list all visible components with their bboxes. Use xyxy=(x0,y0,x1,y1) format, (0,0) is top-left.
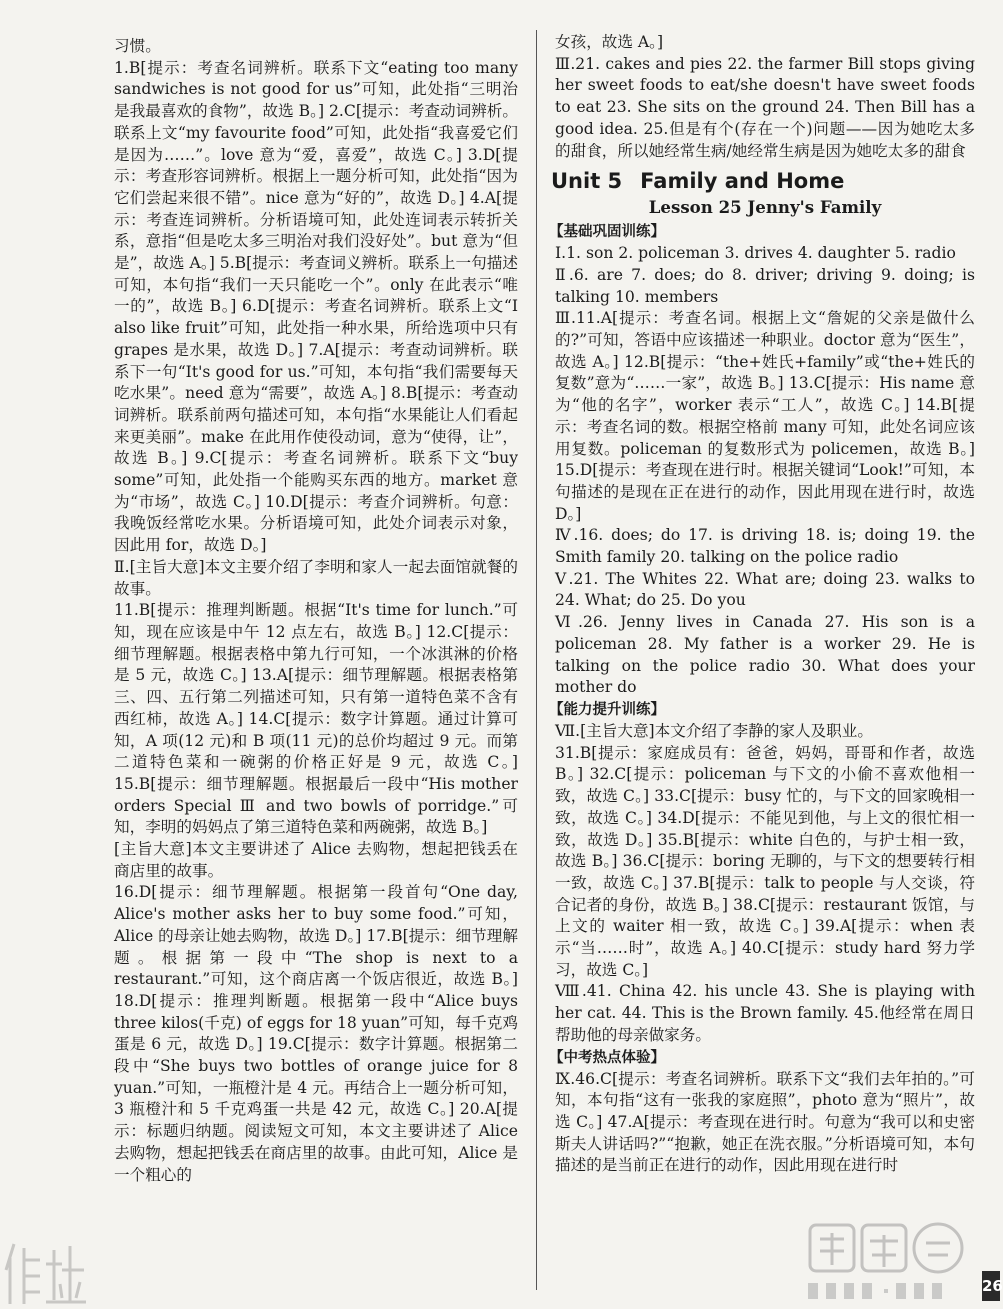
answer-paragraph: 习惯。 xyxy=(114,37,161,55)
answer-paragraph: Ⅴ.21. The Whites 22. What are; doing 23. walks to 24. What; do 25. Do you xyxy=(555,569,975,610)
unit-title xyxy=(551,167,975,195)
watermark-logo-left xyxy=(0,1230,90,1309)
answer-paragraph: 31.B[提示：家庭成员有：爸爸，妈妈，哥哥和作者，故选 B。] 32.C[提示：policeman 与下文的小偷不喜欢他相一致，故选 C。] 33.C[提示：busy 忙的，与下文的回家晚相一致，故选 C。] 34.D[提示：不能见到他，与上文的很忙相一致，故选 D。] 35.B[提示：white 白色的，与护士相一致，故选 B。] 36.C[提示：boring 无聊的，与下文的想要转行相一致，故选 C。] 37.B[提示：talk to people 与人交谈，符合记者的身份，故选 B。] 38.C[提示：restaurant 饭馆，与上文的 waiter 相一致，故选 C。] 39.A[提示：when 表示“当……时”，故选 A。] 40.C[提示：study hard 努力学习，故选 C。] xyxy=(555,743,975,979)
watermark-logo-right xyxy=(800,1215,980,1309)
answer-paragraph: Ⅶ.[主旨大意]本文介绍了李静的家人及职业。 xyxy=(555,721,873,740)
answer-paragraph: 11.B[提示：推理判断题。根据“It's time for lunch.”可知，现在应该是中午 12 点左右，故选 B。] 12.C[提示：细节理解题。根据表格中第九行可知，一个冰淇淋的价格是 5 元，故选 C。] 13.A[提示：细节理解题。根据表格第三、四、五行第二列描述可知，只有第一道特色菜不含有西红柿，故选 A。] 14.C[提示：数字计算题。通过计算可知，A 项(12 元)和 B 项(11 元)的总价均超过 9 元。而第二道特色菜和一碗粥的价格正好是 9 元，故选 C。] 15.B[提示：细节理解题。根据最后一段中“His mother orders Special Ⅲ and two bowls of porridge.”可知，李明的妈妈点了第三道特色菜和两碗粥，故选 B。] xyxy=(114,601,518,837)
answer-paragraph: Ⅸ.46.C[提示：考查名词辨析。联系下文“我们去年拍的。”可知，本句指“这有一张我的家庭照”，photo 意为“照片”，故选 C。] 47.A[提示：考查现在进行时。句意为“我可以和史密斯夫人讲话吗?”“抱歉，她正在洗衣服。”分析语境可知，本句描述的是当前正在进行的动作，因此用现在进行时 xyxy=(555,1069,975,1175)
answer-paragraph: 女孩，故选 A。] xyxy=(555,33,664,51)
answer-paragraph: Ⅱ.6. are 7. does; do 8. driver; driving 9. doing; is talking 10. members xyxy=(555,265,975,306)
right-column xyxy=(549,32,975,1177)
unit-label: Unit 5 xyxy=(551,169,623,194)
section-heading-exam: 【中考热点体验】 xyxy=(549,1049,665,1066)
left-column xyxy=(114,36,518,1186)
answer-paragraph: [主旨大意]本文主要讲述了 Alice 去购物，想起把钱丢在商店里的故事。 xyxy=(114,840,518,880)
answer-paragraph: Ⅵ.26. Jenny lives in Canada 27. His son is a policeman 28. My father is a worker 29. He is talking on the police radio 30. What does your mother do xyxy=(555,613,975,697)
unit-name: Family and Home xyxy=(640,169,845,194)
answer-paragraph: Ⅳ.16. does; do 17. is driving 18. is; doing 19. the Smith family 20. talking on the police radio xyxy=(555,526,975,567)
section-heading-ability: 【能力提升训练】 xyxy=(549,701,665,718)
section-heading-basic: 【基础巩固训练】 xyxy=(549,224,665,241)
answer-paragraph: 1.B[提示：考查名词辨析。联系下文“eating too many sandwiches is not good for us”可知，此处指“三明治是我最喜欢的食物”，故选 B。] 2.C[提示：考查动词辨析。联系上文“my favourite food”可知，此处指“我喜爱它们是因为……”。love 意为“爱，喜爱”，故选 C。] 3.D[提示：考查形容词辨析。根据上一题分析可知，此处指“因为它们尝起来很不错”。nice 意为“好的”，故选 D。] 4.A[提示：考查连词辨析。分析语境可知，此处连词表示转折关系，意指“但是吃太多三明治对我们没好处”。but 意为“但是”，故选 A。] 5.B[提示：考查词义辨析。联系上一句描述可知，本句指“我们一天只能吃一个”。only 在此表示“唯一的”，故选 B。] 6.D[提示：考查名词辨析。联系上文“I also like fruit”可知，此处指一种水果，所给选项中只有 grapes 是水果，故选 D。] 7.A[提示：考查动词辨析。联系下一句“It's good for us.”可知，本句指“我们需要每天吃水果”。need 意为“需要”，故选 A。] 8.B[提示：考查动词辨析。联系前两句描述可知，本句指“水果能让人们看起来更美丽”。make 在此用作使役动词，意为“使得，让”，故选 B。] 9.C[提示：考查名词辨析。联系下文“buy some”可知，此处指一个能购买东西的地方。market 意为“市场”，故选 C。] 10.D[提示：考查介词辨析。句意：我晚饭经常吃水果。分析语境可知，此处介词表示对象，因此用 for，故选 D。] xyxy=(114,58,518,555)
lesson-title: Lesson 25 Jenny's Family xyxy=(648,197,882,218)
answer-paragraph: Ⅲ.21. cakes and pies 22. the farmer Bill stops giving her sweet foods to eat/she doesn't have sweet foods to eat 23. She sits on the ground 24. Then Bill has a good idea. 25.但是有个(存在一个)问题——因为她吃太多的甜食，所以她经常生病/她经常生病是因为她吃太多的甜食 xyxy=(555,54,975,160)
column-divider xyxy=(536,30,537,1290)
answer-paragraph: Ⅱ.[主旨大意]本文主要介绍了李明和家人一起去面馆就餐的故事。 xyxy=(114,557,518,598)
answer-paragraph: Ⅰ.1. son 2. policeman 3. drives 4. daughter 5. radio xyxy=(555,244,956,263)
page-number: 26 xyxy=(982,1271,1000,1301)
answer-paragraph: Ⅲ.11.A[提示：考查名词。根据上文“詹妮的父亲是做什么的?”可知，答语中应该描述一种职业。doctor 意为“医生”，故选 A。] 12.B[提示：“the+姓氏+family”或“the+姓氏的复数”意为“……一家”，故选 B。] 13.C[提示：His name 意为“他的名字”，worker 表示“工人”，故选 C。] 14.B[提示：考查名词的数。根据空格前 many 可知，此处名词应该用复数。policeman 的复数形式为 policemen，故选 B。] 15.D[提示：考查现在进行时。根据关键词“Look!”可知，本句描述的是现在正在进行的动作，因此用现在进行时，故选 D。] xyxy=(555,309,975,523)
answer-paragraph: Ⅷ.41. China 42. his uncle 43. She is playing with her cat. 44. This is the Brown family. 45.他经常在周日帮助他的母亲做家务。 xyxy=(555,982,975,1044)
answer-paragraph: 16.D[提示：细节理解题。根据第一段首句“One day, Alice's mother asks her to buy some food.”可知，Alice 的母亲让她去购物，故选 D。] 17.B[提示：细节理解题。根据第一段中“The shop is next to a restaurant.”可知，这个商店离一个饭店很近，故选 B。] 18.D[提示：推理判断题。根据第一段中“Alice buys three kilos(千克) of eggs for 18 yuan”可知，每千克鸡蛋是 6 元，故选 D。] 19.C[提示：数字计算题。根据第二段中“She buys two bottles of orange juice for 8 yuan.”可知，一瓶橙汁是 4 元。再结合上一题分析可知，3 瓶橙汁和 5 千克鸡蛋一共是 42 元，故选 C。] 20.A[提示：标题归纳题。阅读短文可知，本文主要讲述了 Alice 去购物，想起把钱丢在商店里的故事。由此可知，Alice 是一个粗心的 xyxy=(114,883,518,1184)
